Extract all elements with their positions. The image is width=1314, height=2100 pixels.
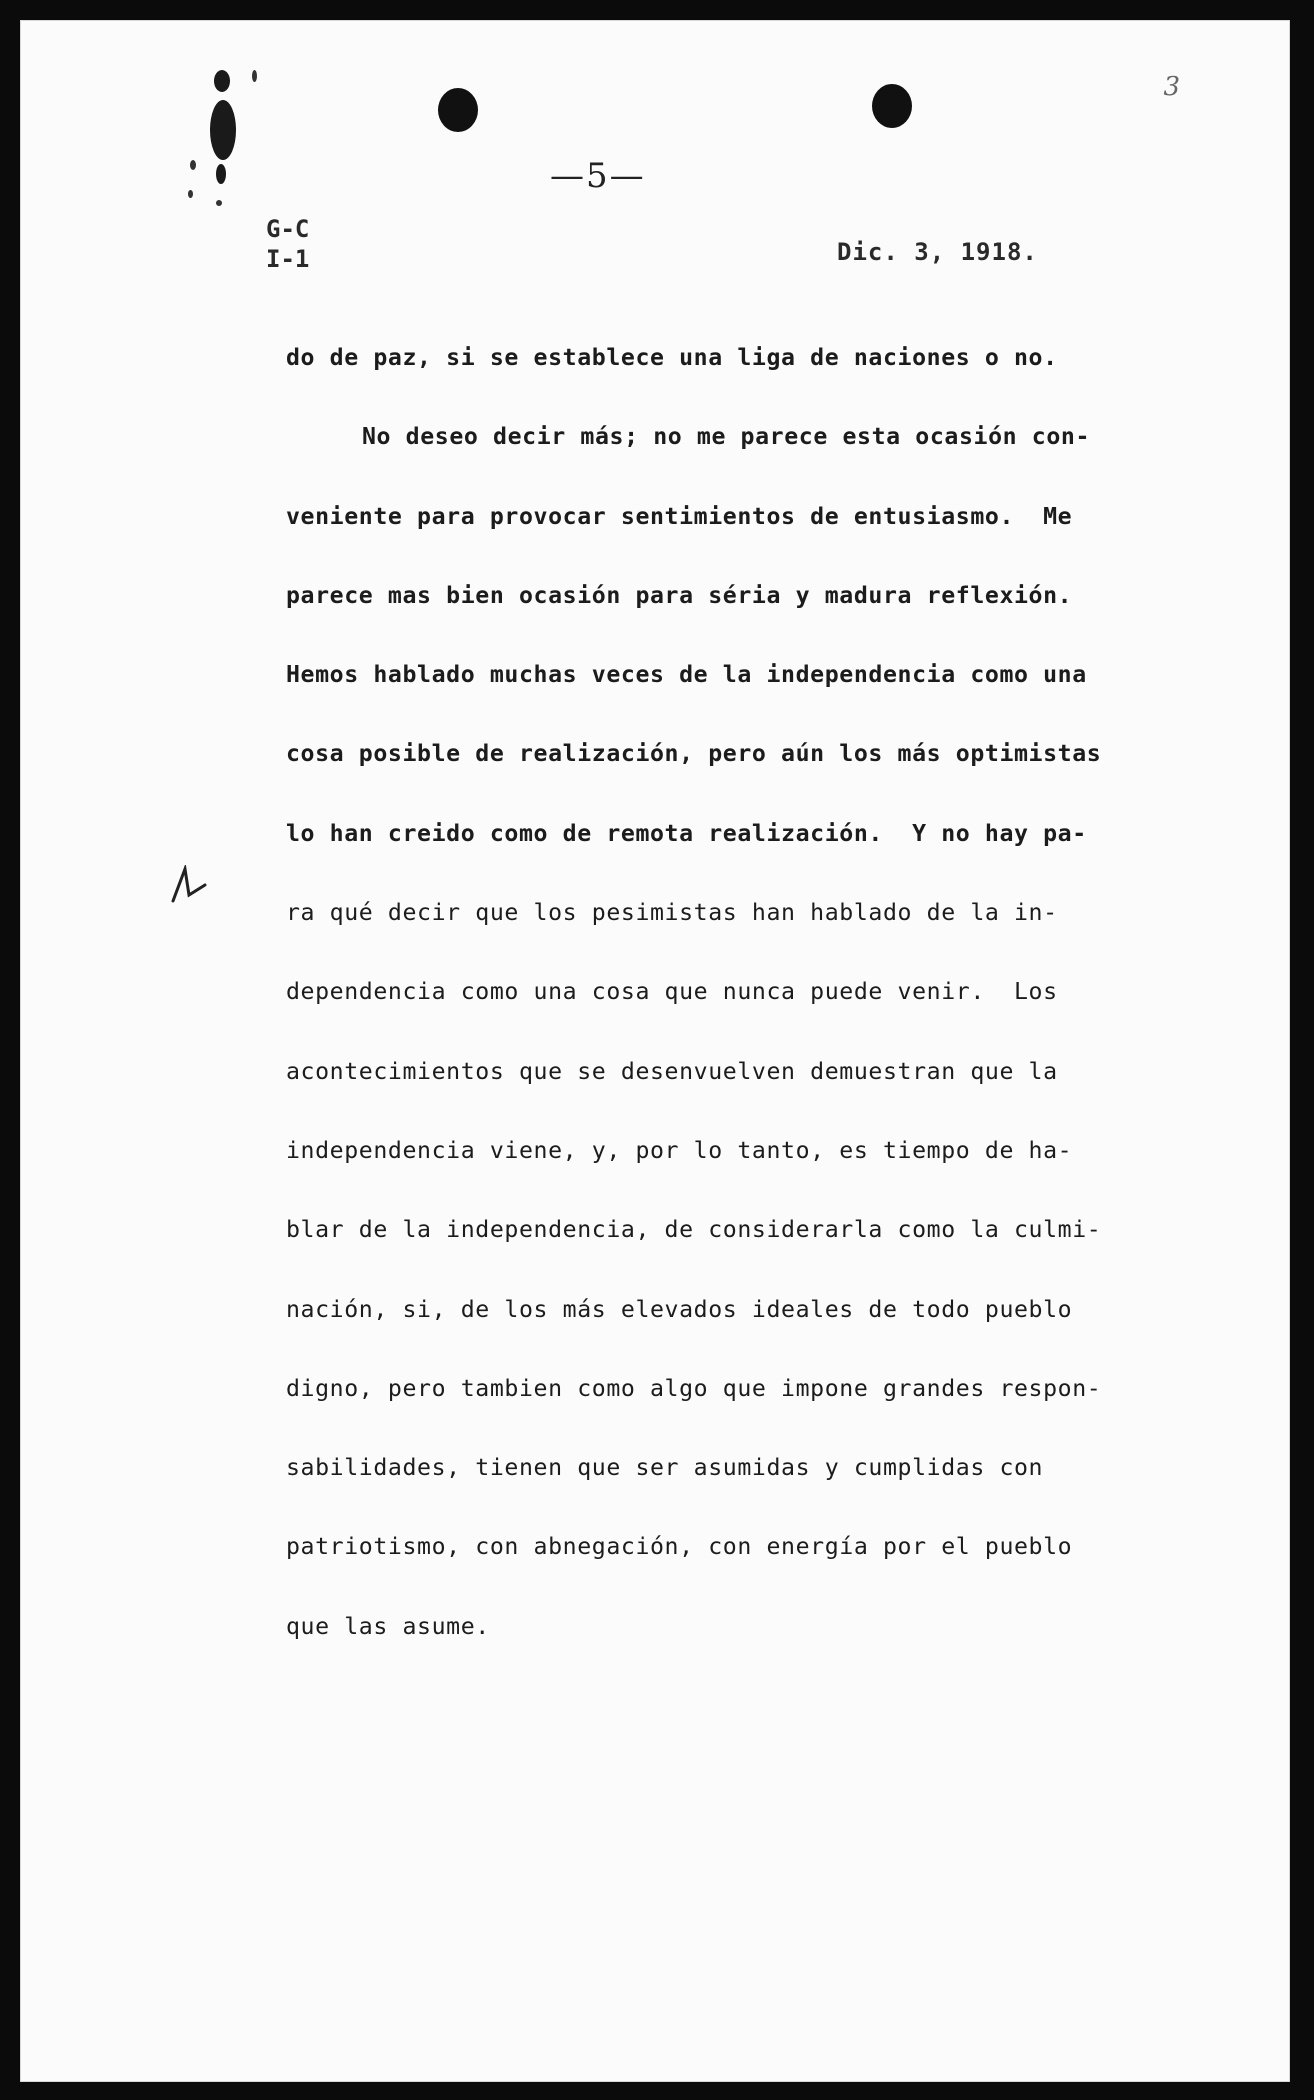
punch-hole xyxy=(438,88,478,132)
reference-code xyxy=(266,214,309,274)
text-line: parece mas bien ocasión para séria y madura reflexión. xyxy=(286,581,1073,609)
text-line: lo han creido como de remota realización. Y no hay pa- xyxy=(286,819,1087,847)
text-line: acontecimientos que se desenvuelven demuestran que la xyxy=(286,1057,1058,1085)
text-line: independencia viene, y, por lo tanto, es tiempo de ha- xyxy=(286,1136,1073,1164)
margin-check-mark xyxy=(165,865,225,915)
reference-line: G-C xyxy=(266,215,310,243)
body-text xyxy=(286,338,1206,1686)
punch-hole xyxy=(872,84,912,128)
text-line: nación, si, de los más elevados ideales de todo pueblo xyxy=(286,1295,1073,1323)
text-line: sabilidades, tienen que ser asumidas y cumplidas con xyxy=(286,1454,1044,1482)
text-line: Hemos hablado muchas veces de la independencia como una xyxy=(286,661,1087,689)
text-line: ra qué decir que los pesimistas han hablado de la in- xyxy=(286,899,1058,927)
text-line: No deseo decir más; no me parece esta ocasión con- xyxy=(362,423,1091,451)
scan-speck xyxy=(190,160,196,170)
corner-annotation: 3 xyxy=(1163,72,1180,102)
text-line: cosa posible de realización, pero aún los más optimistas xyxy=(286,740,1102,768)
reference-line: I-1 xyxy=(266,245,310,273)
document-page xyxy=(20,20,1290,2082)
text-line: que las asume. xyxy=(286,1612,490,1640)
text-line: blar de la independencia, de considerarla como la culmi- xyxy=(286,1216,1102,1244)
scan-speck xyxy=(216,200,222,206)
text-line: veniente para provocar sentimientos de entusiasmo. Me xyxy=(286,502,1073,530)
page-number: —5— xyxy=(550,156,646,196)
scan-speck xyxy=(252,70,257,82)
text-line: do de paz, si se establece una liga de naciones o no. xyxy=(286,344,1058,371)
binding-stain xyxy=(200,60,260,200)
text-line: dependencia como una cosa que nunca puede venir. Los xyxy=(286,978,1058,1006)
text-line: digno, pero tambien como algo que impone grandes respon- xyxy=(286,1374,1102,1402)
scan-speck xyxy=(188,190,193,198)
document-date: Dic. 3, 1918. xyxy=(837,238,1038,266)
text-line: patriotismo, con abnegación, con energía por el pueblo xyxy=(286,1533,1073,1561)
